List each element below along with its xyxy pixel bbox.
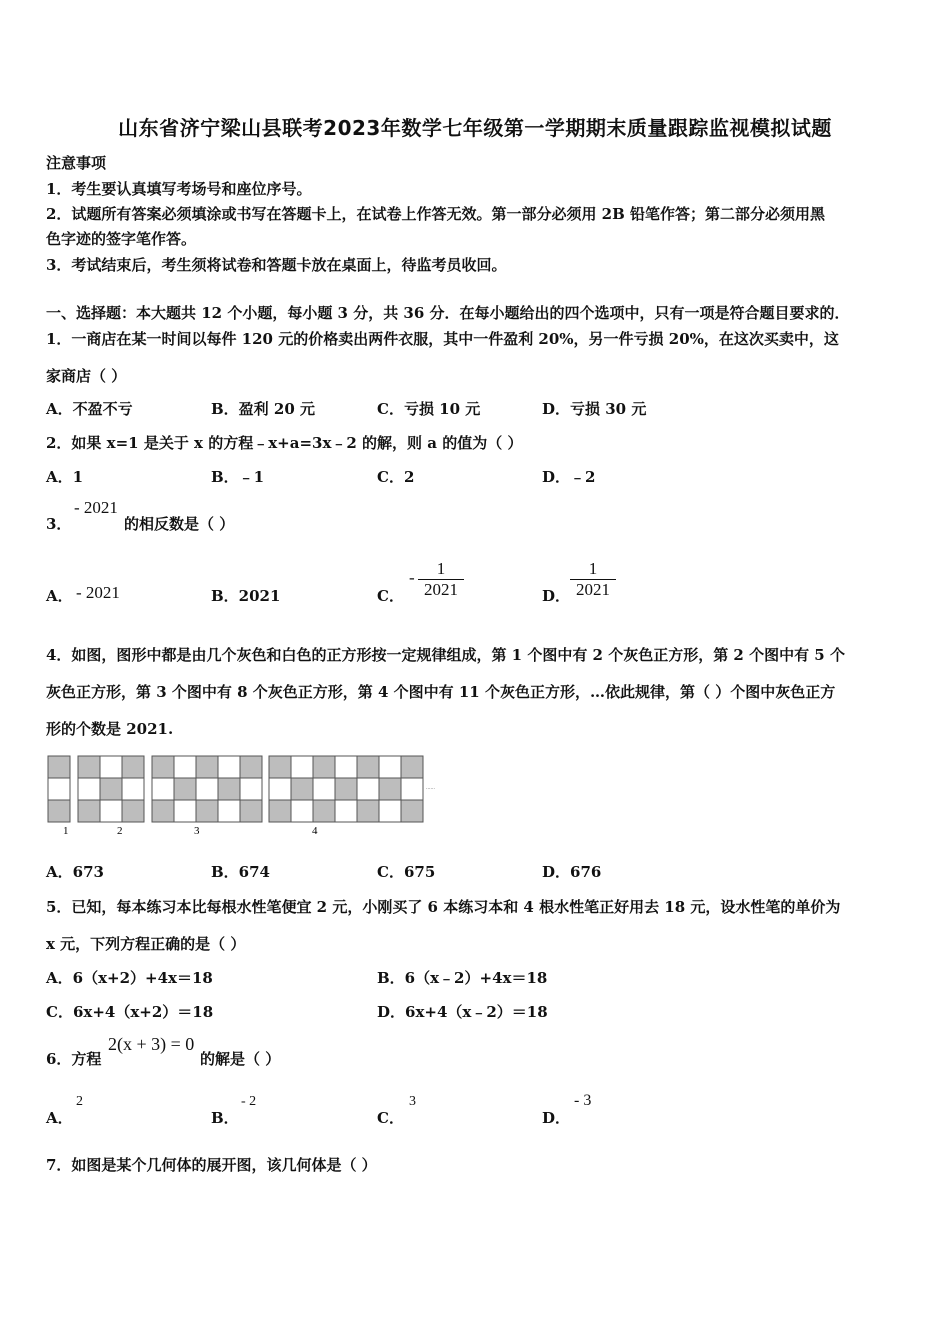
pattern-square <box>401 800 423 822</box>
pattern-square <box>174 778 196 800</box>
pattern-square <box>335 778 357 800</box>
q3-option-c-label: C． <box>377 587 404 605</box>
q5-line-2: x 元，下列方程正确的是（ ） <box>46 935 246 953</box>
pattern-square <box>48 778 70 800</box>
pattern-square <box>48 800 70 822</box>
q6-option-a-value: 2 <box>76 1094 83 1109</box>
notice-item-1: 1．考生要认真填写考场号和座位序号。 <box>46 180 312 198</box>
q4-option-b: B．674 <box>211 863 270 881</box>
q4-pattern-figure <box>46 748 436 847</box>
pattern-square <box>401 756 423 778</box>
pattern-square <box>401 778 423 800</box>
pattern-square <box>335 800 357 822</box>
q3-expression: - 2021 <box>74 498 118 517</box>
pattern-square <box>152 778 174 800</box>
pattern-square <box>122 778 144 800</box>
q4-line-1: 4．如图，图形中都是由几个灰色和白色的正方形按一定规律组成，第 1 个图中有 2 个灰色正方形，第 2 个图中有 5 个 <box>46 646 845 664</box>
q4-option-a: A．673 <box>46 863 104 881</box>
pattern-square <box>240 800 262 822</box>
q5-line-1: 5．已知，每本练习本比每根水性笔便宜 2 元，小刚买了 6 本练习本和 4 根水性笔正好用去 18 元，设水性笔的单价为 <box>46 898 841 916</box>
q6-equation: 2(x + 3) = 0 <box>108 1034 195 1054</box>
pattern-square <box>357 778 379 800</box>
q6-number: 6．方程 <box>46 1050 102 1068</box>
pattern-square <box>218 778 240 800</box>
pattern-square <box>78 756 100 778</box>
pattern-square <box>100 756 122 778</box>
q5-option-a: A．6（x+2）+4x＝18 <box>46 969 213 987</box>
q1-option-c: C．亏损 10 元 <box>377 400 481 418</box>
q3-option-c-numerator: 1 <box>436 559 446 578</box>
q1-option-d: D．亏损 30 元 <box>542 400 647 418</box>
figure-label-4: 4 <box>312 825 318 837</box>
pattern-square <box>78 800 100 822</box>
pattern-square <box>335 756 357 778</box>
q3-option-a-label: A． <box>46 587 73 605</box>
pattern-square <box>174 756 196 778</box>
pattern-square <box>174 800 196 822</box>
notice-item-2-line-2: 色字迹的签字笔作答。 <box>46 230 197 248</box>
pattern-square <box>291 800 313 822</box>
pattern-square <box>291 778 313 800</box>
page-title: 山东省济宁梁山县联考2023年数学七年级第一学期期末质量跟踪监视模拟试题 <box>118 116 832 140</box>
pattern-square <box>379 756 401 778</box>
figure-ellipsis: ...... <box>426 785 435 791</box>
q1-line-1: 1．一商店在某一时间以每件 120 元的价格卖出两件衣服，其中一件盈利 20%，另一件亏损 20%，在这次买卖中，这 <box>46 330 839 348</box>
pattern-square <box>269 778 291 800</box>
pattern-square <box>313 800 335 822</box>
q6-stem: 的解是（ ） <box>200 1050 281 1068</box>
q3-option-a-value: - 2021 <box>76 583 120 602</box>
q1-line-2: 家商店（ ） <box>46 367 127 385</box>
pattern-square <box>357 800 379 822</box>
q1-option-a: A．不盈不亏 <box>46 400 133 418</box>
pattern-square <box>240 778 262 800</box>
q2-option-d: D．﹣2 <box>542 468 596 486</box>
q6-option-b-value: - 2 <box>241 1094 257 1109</box>
pattern-square <box>196 800 218 822</box>
figure-label-1: 1 <box>63 825 69 837</box>
pattern-square <box>122 756 144 778</box>
pattern-square <box>357 756 379 778</box>
q3-stem: 的相反数是（ ） <box>124 515 235 533</box>
q3-option-d-label: D． <box>542 587 571 605</box>
q2-stem: 2．如果 x=1 是关于 x 的方程﹣x+a=3x﹣2 的解，则 a 的值为（ ） <box>46 434 523 452</box>
pattern-square <box>240 756 262 778</box>
q4-option-d: D．676 <box>542 863 602 881</box>
pattern-square <box>152 756 174 778</box>
q4-line-2: 灰色正方形，第 3 个图中有 8 个灰色正方形，第 4 个图中有 11 个灰色正方形，…依此规律，第（ ）个图中灰色正方 <box>46 683 836 701</box>
q2-option-c: C．2 <box>377 468 415 486</box>
pattern-square <box>196 756 218 778</box>
pattern-square <box>218 800 240 822</box>
q3-option-c-denominator: 2021 <box>424 580 458 599</box>
pattern-square <box>48 756 70 778</box>
pattern-square <box>218 756 240 778</box>
pattern-square <box>196 778 218 800</box>
q6-option-c-value: 3 <box>409 1094 416 1109</box>
pattern-square <box>269 800 291 822</box>
section-heading: 一、选择题：本大题共 12 个小题，每小题 3 分，共 36 分．在每小题给出的四个选项中，只有一项是符合题目要求的． <box>46 304 850 322</box>
pattern-square <box>379 800 401 822</box>
pattern-svg <box>46 748 436 843</box>
q5-option-b: B．6（x﹣2）+4x＝18 <box>377 969 548 987</box>
q3-option-d-denominator: 2021 <box>576 580 610 599</box>
q3-option-c-fraction <box>418 559 464 600</box>
pattern-square <box>100 778 122 800</box>
figure-label-2: 2 <box>117 825 123 837</box>
q2-option-b: B．﹣1 <box>211 468 265 486</box>
q4-line-3: 形的个数是 2021. <box>46 720 174 738</box>
pattern-square <box>100 800 122 822</box>
q4-option-c: C．675 <box>377 863 436 881</box>
pattern-square <box>291 756 313 778</box>
q6-option-c-label: C． <box>377 1109 404 1127</box>
q6-option-d-value: - 3 <box>574 1092 592 1109</box>
pattern-square <box>152 800 174 822</box>
notice-heading: 注意事项 <box>46 154 107 172</box>
q2-option-a: A．1 <box>46 468 84 486</box>
q3-option-d-numerator: 1 <box>588 559 598 578</box>
q3-option-d-fraction <box>570 559 616 600</box>
q1-option-b: B．盈利 20 元 <box>211 400 315 418</box>
q5-option-d: D．6x+4（x﹣2）＝18 <box>377 1003 548 1021</box>
pattern-square <box>122 800 144 822</box>
q6-option-b-label: B． <box>211 1109 239 1127</box>
pattern-square <box>313 756 335 778</box>
notice-item-2-line-1: 2．试题所有答案必须填涂或书写在答题卡上，在试卷上作答无效。第一部分必须用 2B 铅笔作答；第二部分必须用黑 <box>46 205 826 223</box>
figure-label-3: 3 <box>194 825 200 837</box>
q3-number: 3． <box>46 515 72 533</box>
q7-stem: 7．如图是某个几何体的展开图，该几何体是（ ） <box>46 1156 377 1174</box>
q5-option-c: C．6x+4（x+2）＝18 <box>46 1003 214 1021</box>
pattern-square <box>269 756 291 778</box>
notice-item-3: 3．考试结束后，考生须将试卷和答题卡放在桌面上，待监考员收回。 <box>46 256 507 274</box>
q3-option-c-sign: - <box>409 568 415 587</box>
q3-option-b: B．2021 <box>211 587 281 605</box>
pattern-square <box>313 778 335 800</box>
q6-option-d-label: D． <box>542 1109 571 1127</box>
pattern-square <box>379 778 401 800</box>
q6-option-a-label: A． <box>46 1109 73 1127</box>
pattern-square <box>78 778 100 800</box>
